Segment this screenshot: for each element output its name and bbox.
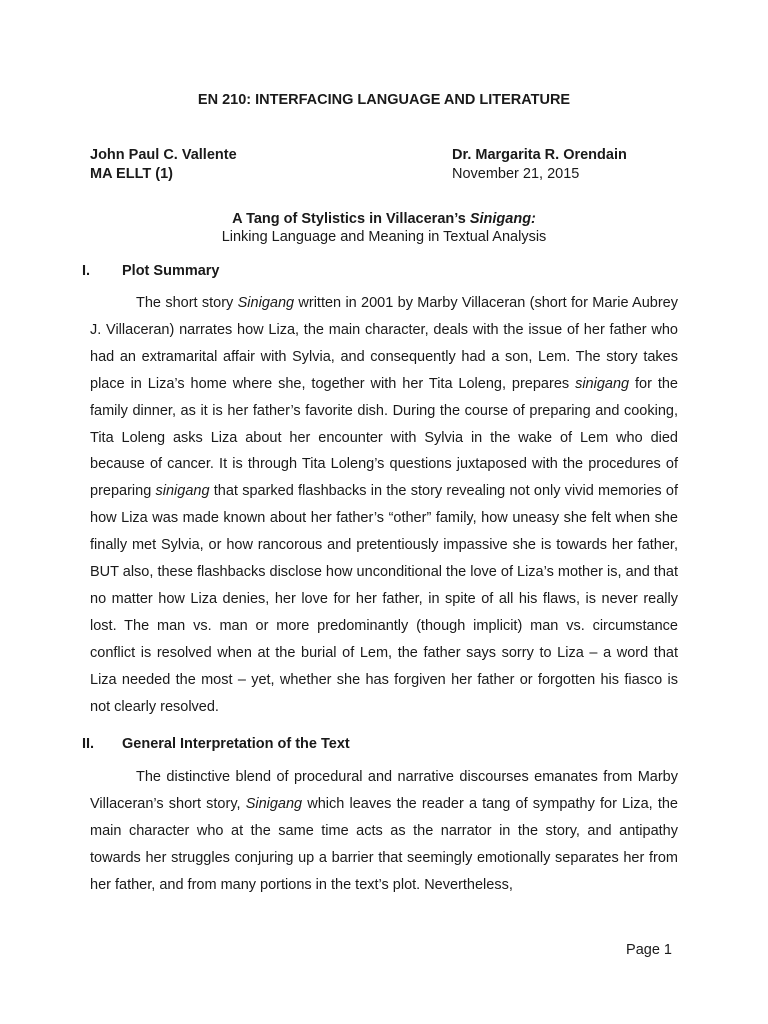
section-paragraph-1 <box>90 290 678 721</box>
section-title: General Interpretation of the Text <box>122 736 350 752</box>
page-number: Page 1 <box>626 942 672 958</box>
text-run: The short story <box>136 295 238 311</box>
text-run: written in 2001 by Marby Villaceran (short for Marie Aubrey J. Villaceran) narrates how Liza, the main character, deals with the issue of her father who had an extramarital affair with Sylvia, and consequently had a son, Lem. The story takes place in Liza’s home where she, together with her Tita Loleng, prepares <box>90 295 679 392</box>
italic-run: sinigang <box>575 375 630 392</box>
professor-block <box>452 146 627 184</box>
text-run: that sparked flashbacks in the story revealing not only vivid memories of how Liza was made known about her father’s “other” family, how uneasy she felt when she finally met Sylvia, or how rancorous and pretentiously impassive she is towards her father, BUT also, these flashbacks disclose how unconditional the love of Liza’s mother is, and that no matter how Liza denies, her love for her father, in spite of all his flaws, is never really lost. The man vs. man or more predominantly (though implicit) man vs. circumstance conflict is resolved when at the burial of Lem, the father says sorry to Liza – a word that Liza needed the most – yet, whether she has forgiven her father or forgotten his fiasco is not clearly resolved. <box>90 483 678 715</box>
italic-run: Sinigang <box>237 295 295 311</box>
author-block <box>90 146 237 184</box>
section-heading-2 <box>82 736 350 752</box>
paper-title-prefix: A Tang of Stylistics in Villaceran’s <box>232 211 470 227</box>
paper-subtitle: Linking Language and Meaning in Textual Analysis <box>221 229 547 245</box>
submission-date: November 21, 2015 <box>452 166 580 182</box>
section-heading-1 <box>82 263 220 279</box>
text-run: for the family dinner, as it is her father’s favorite dish. During the course of preparing and cooking, Tita Loleng asks Liza about her encounter with Sylvia in the wake of Lem who died because of cancer. It is through Tita Loleng’s questions juxtaposed with the procedures of preparing <box>90 375 678 500</box>
course-title: EN 210: INTERFACING LANGUAGE AND LITERATURE <box>197 92 571 108</box>
professor-name: Dr. Margarita R. Orendain <box>452 147 627 163</box>
section-paragraph-2 <box>90 764 678 899</box>
author-program: MA ELLT (1) <box>90 166 173 182</box>
section-title: Plot Summary <box>122 263 220 279</box>
text-run: which leaves the reader a tang of sympathy for Liza, the main character who at the same time acts as the narrator in the story, and antipathy towards her struggles conjuring up a barrier that seemingly emotionally separates her from her father, and from many portions in the text’s plot. Nevertheless, <box>90 795 678 893</box>
paper-title-main <box>0 210 768 228</box>
paper-title-italic: Sinigang: <box>469 211 536 227</box>
text-run: The distinctive blend of procedural and narrative discourses emanates from Marby Villaceran’s short story, <box>90 769 678 812</box>
section-number: II. <box>82 736 95 752</box>
italic-run: sinigang <box>155 483 210 500</box>
author-name: John Paul C. Vallente <box>90 147 237 163</box>
paper-title <box>0 210 768 246</box>
italic-run: Sinigang <box>245 795 303 812</box>
section-number: I. <box>82 263 91 279</box>
